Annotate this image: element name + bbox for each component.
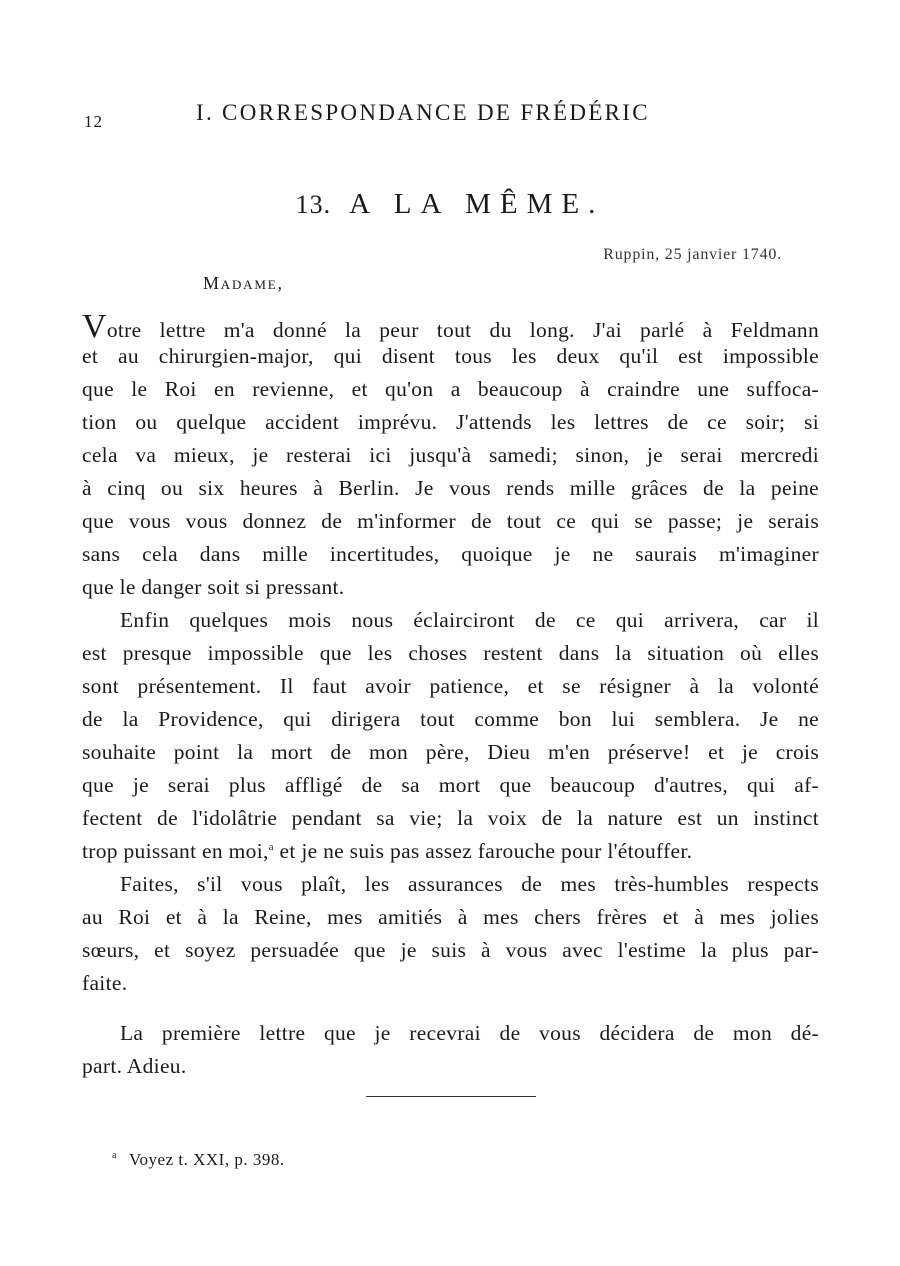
text-line: que je serai plus affligé de sa mort que beaucoup d'autres, qui af- — [82, 773, 819, 797]
text-line-content: otre lettre m'a donné la peur tout du long. J'ai parlé à Feldmann — [106, 318, 819, 342]
text-line — [82, 839, 692, 864]
text-line: sont présentement. Il faut avoir patience, et se résigner à la volonté — [82, 674, 819, 698]
text-line: et au chirurgien-major, qui disent tous les deux qu'il est impossible — [82, 344, 819, 368]
letter-title: A LA MÊME. — [349, 188, 605, 220]
text-line: Faites, s'il vous plaît, les assurances de mes très-humbles respects — [120, 872, 819, 896]
page-number: 12 — [84, 112, 103, 131]
text-line: fectent de l'idolâtrie pendant sa vie; la voix de la nature est un instinct — [82, 806, 819, 830]
text-line: à cinq ou six heures à Berlin. Je vous rends mille grâces de la peine — [82, 476, 819, 500]
text-line: sœurs, et soyez persuadée que je suis à vous avec l'estime la plus par- — [82, 938, 819, 962]
place-date: Ruppin, 25 janvier 1740. — [603, 246, 782, 263]
text-line: faite. — [82, 971, 128, 995]
text-line: que le Roi en revienne, et qu'on a beaucoup à craindre une suffoca- — [82, 377, 819, 401]
footnote-mark: a — [112, 1150, 117, 1162]
footnote — [112, 1150, 285, 1170]
text-line: est presque impossible que les choses restent dans la situation où elles — [82, 641, 819, 665]
text-line: sans cela dans mille incertitudes, quoique je ne saurais m'imaginer — [82, 542, 819, 566]
text-line — [82, 310, 819, 344]
text-line: de la Providence, qui dirigera tout comme bon lui semblera. Je ne — [82, 707, 819, 731]
text-line: La première lettre que je recevrai de vous décidera de mon dé- — [120, 1021, 819, 1045]
salutation: Madame, — [203, 273, 284, 293]
text-line: Enfin quelques mois nous éclairciront de ce qui arrivera, car il — [120, 608, 819, 632]
drop-cap: V — [82, 308, 107, 345]
text-line: tion ou quelque accident imprévu. J'attends les lettres de ce soir; si — [82, 410, 819, 434]
text-line-content: trop puissant en moi, — [82, 839, 269, 863]
letter-heading — [0, 188, 900, 221]
text-line: part. Adieu. — [82, 1054, 187, 1078]
footnote-reference: a — [268, 840, 274, 853]
separator-rule — [366, 1096, 536, 1097]
footnote-text: Voyez t. XXI, p. 398. — [128, 1150, 285, 1169]
text-line: souhaite point la mort de mon père, Dieu m'en préserve! et je crois — [82, 740, 819, 764]
running-head: I. CORRESPONDANCE DE FRÉDÉRIC — [196, 100, 650, 125]
text-line: que le danger soit si pressant. — [82, 575, 345, 599]
text-line-content: et je ne suis pas assez farouche pour l'étouffer. — [279, 839, 693, 863]
text-line: que vous vous donnez de m'informer de tout ce qui se passe; je serais — [82, 509, 819, 533]
letter-number: 13. — [295, 190, 332, 219]
text-line: au Roi et à la Reine, mes amitiés à mes chers frères et à mes jolies — [82, 905, 819, 929]
text-line: cela va mieux, je resterai ici jusqu'à samedi; sinon, je serai mercredi — [82, 443, 819, 467]
